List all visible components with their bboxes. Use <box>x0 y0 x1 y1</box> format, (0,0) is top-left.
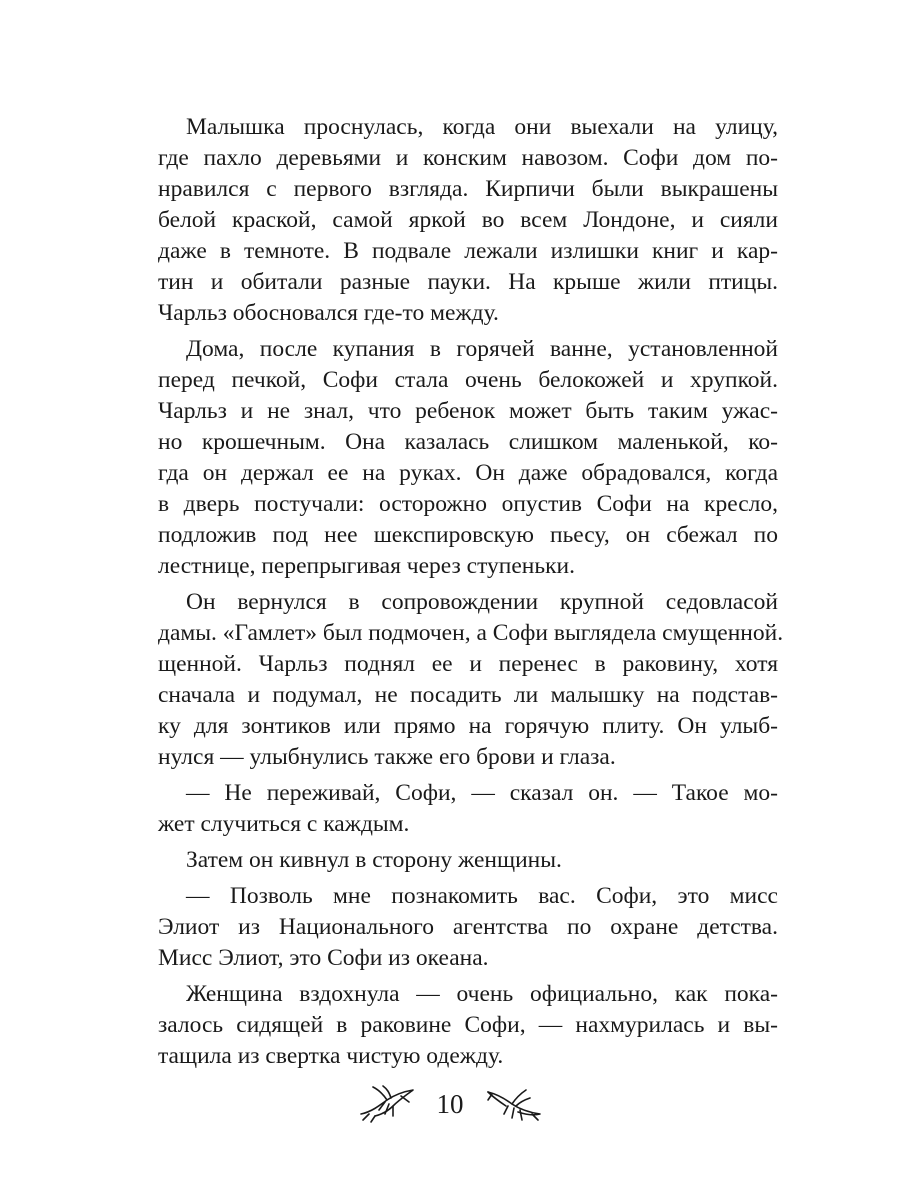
paragraph <box>158 845 778 876</box>
text-line: жет случиться с каждым. <box>158 811 410 837</box>
text-line: сначала и подумал, не посадить ли малышку на подстав- <box>158 682 778 708</box>
text-line: Дома, после купания в горячей ванне, установленной <box>186 336 778 362</box>
text-line: лестнице, перепрыгивая через ступеньки. <box>158 553 575 579</box>
text-line: в дверь постучали: осторожно опустив Софи на кресло, <box>158 491 778 517</box>
paragraph <box>158 112 778 329</box>
text-line: но крошечным. Она казалась слишком маленькой, ко- <box>158 429 778 455</box>
text-line: Женщина вздохнула — очень официально, как пока- <box>186 981 778 1007</box>
text-line: тин и обитали разные пауки. На крыше жили птицы. <box>158 269 778 295</box>
text-line: щенной. Чарльз поднял ее и перенес в раковину, хотя <box>158 651 778 677</box>
text-line: нравился с первого взгляда. Кирпичи были выкрашены <box>158 176 778 202</box>
text-line: Чарльз обосновался где-то между. <box>158 300 499 326</box>
page-body <box>158 112 784 1072</box>
text-line: Малышка проснулась, когда они выехали на улицу, <box>186 114 778 140</box>
text-line: — Позволь мне познакомить вас. Софи, это мисс <box>186 883 778 909</box>
paragraph <box>158 778 778 840</box>
text-line: перед печкой, Софи стала очень белокожей и хрупкой. <box>158 367 778 393</box>
text-line: где пахло деревьями и конским навозом. Софи дом по- <box>158 145 778 171</box>
text-line: Затем он кивнул в сторону женщины. <box>186 847 562 873</box>
text-line: даже в темноте. В подвале лежали излишки книг и кар- <box>158 238 778 264</box>
text-line: ку для зонтиков или прямо на горячую плиту. Он улыб- <box>158 713 778 739</box>
paragraph <box>158 979 778 1072</box>
text-line: Чарльз и не знал, что ребенок может быть таким ужас- <box>158 398 778 424</box>
text-line: тащила из свертка чистую одежду. <box>158 1043 504 1069</box>
text-line: белой краской, самой яркой во всем Лондоне, и сияли <box>158 207 778 233</box>
text-line: нулся — улыбнулись также его брови и глаза. <box>158 744 616 770</box>
text-line: Элиот из Национального агентства по охране детства. <box>158 914 778 940</box>
text-line: Он вернулся в сопровождении крупной седовласой <box>186 589 778 615</box>
paragraph <box>158 587 784 773</box>
text-line: Мисс Элиот, это Софи из океана. <box>158 945 489 971</box>
page-footer <box>0 1082 900 1126</box>
paragraph <box>158 881 778 974</box>
text-line: гда он держал ее на руках. Он даже обрадовался, когда <box>158 460 778 486</box>
paragraph <box>158 334 778 582</box>
text-line: подложив под нее шекспировскую пьесу, он сбежал по <box>158 522 778 548</box>
text-line: залось сидящей в раковине Софи, — нахмурилась и вы- <box>158 1012 778 1038</box>
swallow-right-icon <box>484 1084 544 1124</box>
text-line: дамы. «Гамлет» был подмочен, а Софи выглядела смущенной. <box>158 620 784 646</box>
swallow-left-icon <box>357 1084 417 1124</box>
text-line: — Не переживай, Софи, — сказал он. — Такое мо- <box>186 780 778 806</box>
page-number: 10 <box>436 1089 464 1119</box>
